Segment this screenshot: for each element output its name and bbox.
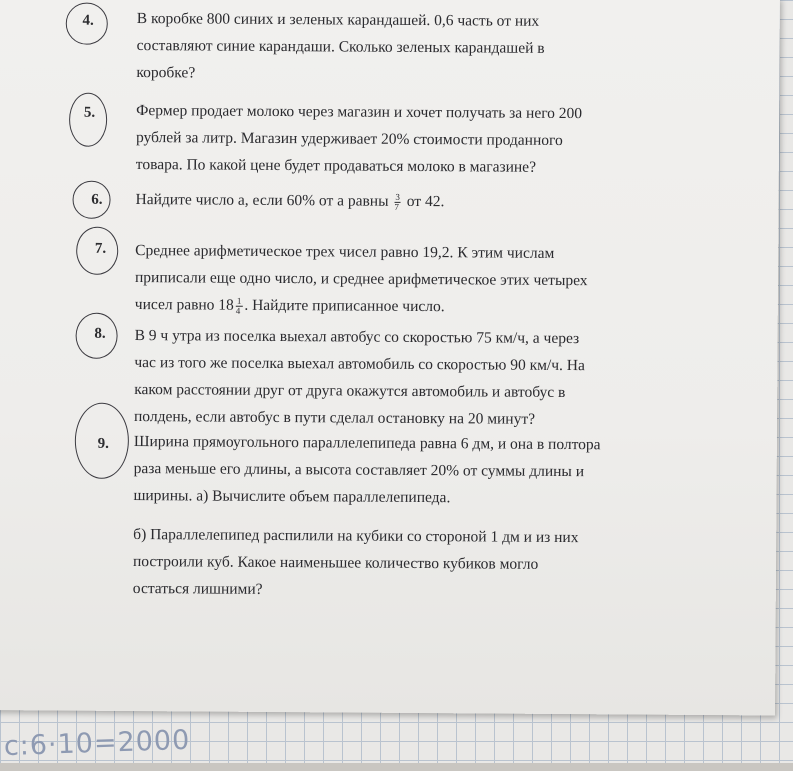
text-line: полдень, если автобус в пути сделал остановку на 20 минут?: [133, 408, 536, 428]
text-line: построили куб. Какое наименьшее количество кубиков могло: [132, 553, 539, 573]
task-text: [136, 5, 662, 90]
text-line: Фермер продает молоко через магазин и хочет получать за него 200: [136, 102, 583, 123]
task-number: 8.: [94, 325, 106, 342]
text-line: каком расстоянии друг от друга окажутся автомобиль и автобус в: [134, 381, 566, 402]
text-line: от 42.: [406, 192, 445, 211]
task-number: 4.: [82, 12, 94, 29]
fraction: [236, 297, 243, 316]
handwritten-note: c:6·10=2000: [3, 724, 191, 763]
text-line: В коробке 800 синих и зеленых карандашей. 0,6 часть от них: [136, 10, 540, 30]
fraction-denominator: 4: [235, 305, 241, 316]
task-text: [134, 322, 660, 434]
task-number: 6.: [91, 191, 103, 208]
text-line: [135, 291, 660, 322]
fraction-numerator: 1: [236, 295, 242, 306]
task-number: 7.: [94, 240, 107, 257]
text-line: раза меньше его длины, а высота составляет 20% от суммы длины и: [133, 460, 585, 481]
text-line: рублей за литр. Магазин удерживает 20% стоимости проданного: [135, 129, 563, 150]
text-fragment: . Найдите приписанное число.: [244, 296, 445, 316]
text-line: приписали еще одно число, и среднее арифметическое этих четырех: [134, 269, 588, 290]
fraction-numerator: 3: [395, 191, 400, 202]
text-line: Найдите число a, если 60% от a равны: [135, 191, 389, 210]
text-fragment: чисел равно 18: [134, 296, 234, 314]
task-number: 9.: [97, 435, 109, 452]
fraction: [394, 193, 401, 212]
text-line: Ширина прямоугольного параллелепипеда равна 6 дм, и она в полтора: [133, 433, 601, 454]
fraction-denominator: 7: [394, 201, 399, 212]
text-line: ширины. а) Вычислите объем параллелепипеда.: [133, 487, 451, 507]
task-text: [135, 186, 660, 217]
text-line: Среднее арифметическое трех чисел равно 19,2. К этим числам: [135, 242, 555, 262]
task-number: 5.: [83, 104, 96, 121]
text-line: коробке?: [136, 64, 196, 82]
text-line: составляют синие карандаши. Сколько зеленых карандашей в: [136, 37, 545, 57]
task-text: [136, 97, 662, 182]
text-line: В 9 ч утра из поселка выехал автобус со скоростью 75 км/ч, а через: [134, 327, 580, 348]
text-line: товара. По какой цене будет продаваться молоко в магазине?: [135, 156, 537, 176]
text-line: час из того же поселка выехал автомобиль со скоростью 90 км/ч. На: [134, 354, 585, 375]
text-line: б) Параллелепипед распилили на кубики со стороной 1 дм и из них: [133, 526, 579, 547]
task-text: [133, 428, 659, 606]
text-line: остаться лишними?: [132, 580, 263, 598]
task-text: [135, 237, 661, 322]
